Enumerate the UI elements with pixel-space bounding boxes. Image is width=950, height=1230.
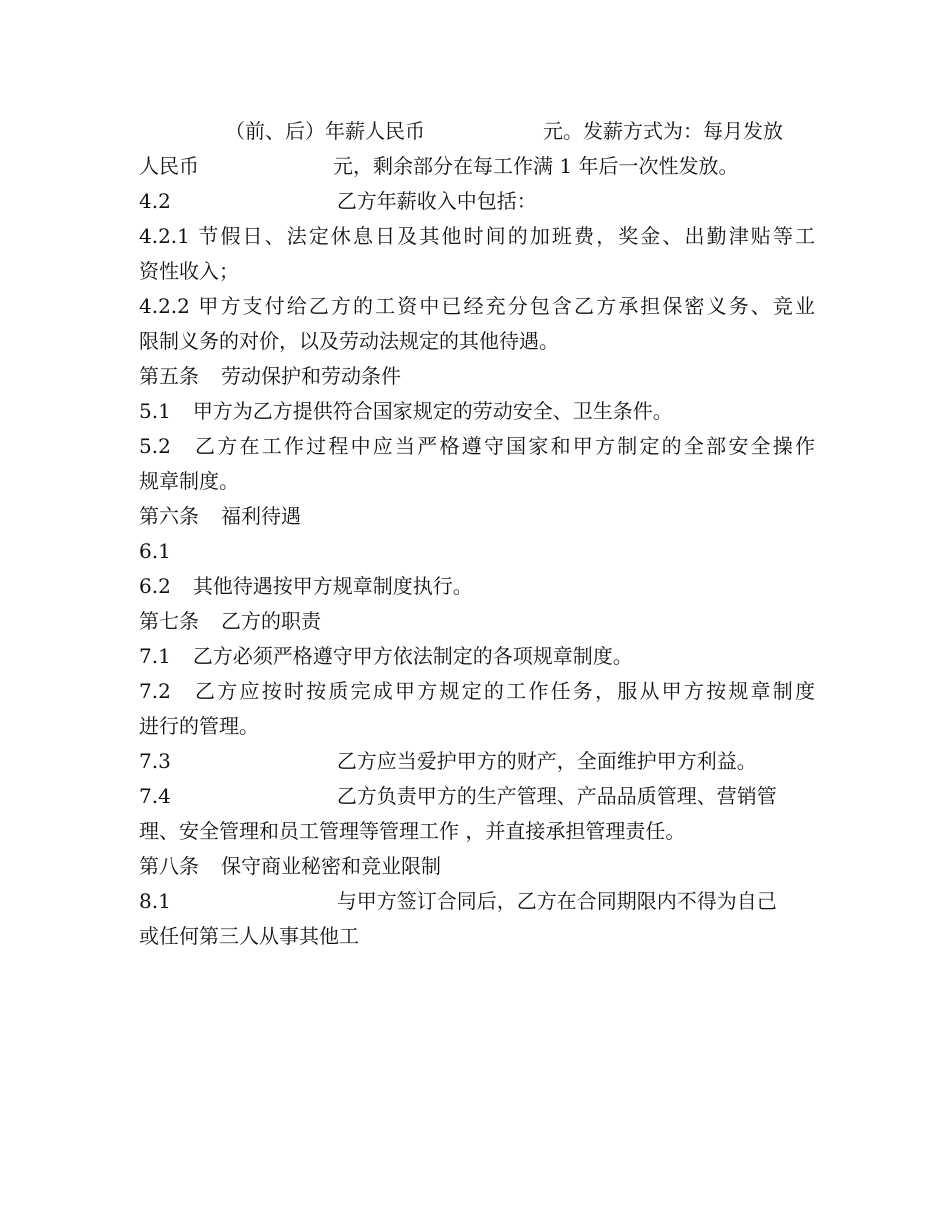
clause-6-2 [139, 569, 815, 604]
article-title: 福利待遇 [221, 504, 301, 528]
clause-5-1 [139, 394, 815, 429]
clause-text: 乙方应当爱护甲方的财产，全面维护甲方利益。 [336, 749, 757, 773]
clause-number: 7.3 [139, 749, 171, 773]
clause-text: 乙方负责甲方的生产管理、产品品质管理、营销管 [336, 784, 777, 808]
clause-number: 8.1 [139, 889, 171, 913]
clause-text: 限制义务的对价，以及劳动法规定的其他待遇。 [139, 329, 559, 353]
article-number: 第八条 [139, 854, 199, 878]
clause-text: 乙方应按时按质完成甲方规定的工作任务，服从甲方按规章制度 [192, 679, 815, 703]
clause-7-3 [139, 744, 815, 779]
clause-8-1-cont [139, 919, 815, 954]
clause-number: 4.2 [139, 189, 171, 213]
clause-7-4 [139, 779, 815, 814]
salary-line-1 [139, 114, 815, 149]
clause-number: 7.4 [139, 784, 171, 808]
contract-body [139, 114, 815, 954]
clause-number: 7.2 [139, 679, 171, 703]
article-7-heading [139, 604, 815, 639]
salary-text-c: 人民币 [139, 154, 199, 178]
clause-7-4-cont [139, 814, 815, 849]
clause-number: 5.1 [139, 399, 171, 423]
clause-text: 甲方为乙方提供符合国家规定的劳动安全、卫生条件。 [192, 399, 673, 423]
clause-text: 或任何第三人从事其他工 [139, 924, 359, 948]
article-number: 第五条 [139, 364, 199, 388]
clause-number: 6.1 [139, 539, 171, 563]
article-number: 第六条 [139, 504, 199, 528]
salary-text-b: 元。发薪方式为：每月发放 [543, 119, 783, 143]
clause-7-2-cont [139, 709, 815, 744]
clause-text: 理、安全管理和员工管理等管理工作 ，并直接承担管理责任。 [139, 819, 686, 843]
article-6-heading [139, 499, 815, 534]
article-title: 保守商业秘密和竞业限制 [221, 854, 441, 878]
salary-text-d: 元，剩余部分在每工作满 1 年后一次性发放。 [333, 154, 739, 178]
clause-6-1 [139, 534, 815, 569]
article-8-heading [139, 849, 815, 884]
clause-text: 乙方在工作过程中应当严格遵守国家和甲方制定的全部安全操作 [192, 434, 815, 458]
article-number: 第七条 [139, 609, 199, 633]
clause-number: 6.2 [139, 574, 171, 598]
clause-text: 4.2.1 节假日、法定休息日及其他时间的加班费，奖金、出勤津贴等工 [139, 224, 815, 248]
clause-4-2-2 [139, 289, 815, 324]
clause-number: 7.1 [139, 644, 171, 668]
clause-text: 其他待遇按甲方规章制度执行。 [192, 574, 473, 598]
article-title: 乙方的职责 [221, 609, 321, 633]
clause-4-2 [139, 184, 815, 219]
salary-line-2 [139, 149, 815, 184]
clause-4-2-2-cont [139, 324, 815, 359]
clause-7-1 [139, 639, 815, 674]
clause-text: 规章制度。 [139, 469, 239, 493]
article-5-heading [139, 359, 815, 394]
clause-7-2 [139, 674, 815, 709]
clause-text: 乙方必须严格遵守甲方依法制定的各项规章制度。 [192, 644, 633, 668]
clause-text: 进行的管理。 [139, 714, 259, 738]
clause-text: 4.2.2 甲方支付给乙方的工资中已经充分包含乙方承担保密义务、竞业 [139, 294, 815, 318]
salary-text-a: （前、后）年薪人民币 [225, 119, 425, 143]
clause-text: 乙方年薪收入中包括： [336, 189, 537, 213]
clause-4-2-1-cont [139, 254, 815, 289]
clause-5-2-cont [139, 464, 815, 499]
clause-8-1 [139, 884, 815, 919]
article-title: 劳动保护和劳动条件 [221, 364, 401, 388]
clause-text: 与甲方签订合同后，乙方在合同期限内不得为自己 [336, 889, 777, 913]
clause-number: 5.2 [139, 434, 171, 458]
clause-5-2 [139, 429, 815, 464]
clause-text: 资性收入； [139, 259, 239, 283]
clause-4-2-1 [139, 219, 815, 254]
